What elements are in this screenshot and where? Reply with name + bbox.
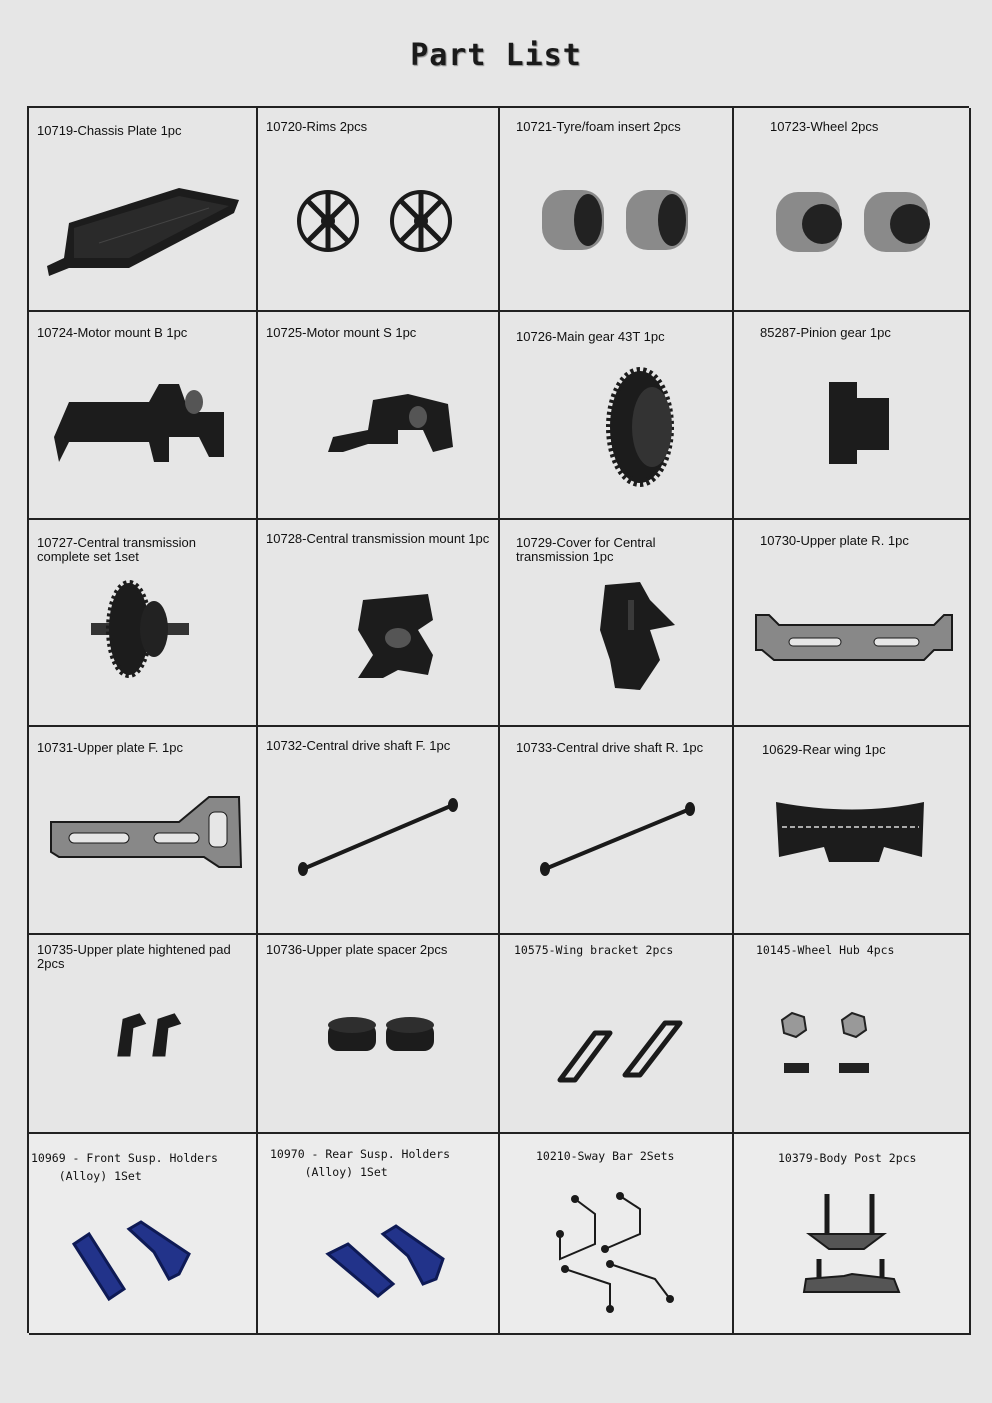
rims-icon [258,108,500,312]
part-label: 10720-Rims 2pcs [266,119,368,134]
upper-plate-r-icon [734,520,971,727]
transmission-cover-icon [500,520,734,727]
motor-mount-b-icon [29,312,258,520]
part-label: 10732-Central drive shaft F. 1pc [266,738,451,753]
upper-plate-f-icon [29,727,258,935]
drive-shaft-f-icon [258,727,500,935]
part-label: 10730-Upper plate R. 1pc [760,533,909,548]
part-label: 10735-Upper plate hightened pad 2pcs [37,942,231,971]
part-label: 10969 - Front Susp. Holders (Alloy) 1Set [31,1151,218,1183]
part-label: 10145-Wheel Hub 4pcs [756,943,895,957]
part-cell [29,108,258,312]
pinion-gear-icon [734,312,971,520]
part-cell [258,108,500,312]
part-cell [258,1134,500,1335]
part-label: 10721-Tyre/foam insert 2pcs [516,119,681,134]
part-label: 10629-Rear wing 1pc [762,742,886,757]
part-cell [500,312,734,520]
part-cell [258,727,500,935]
part-cell [29,520,258,727]
part-label: 10724-Motor mount B 1pc [37,325,188,340]
wheel-hubs-icon [734,935,971,1134]
part-cell [734,1134,971,1335]
central-transmission-icon [29,520,258,727]
chassis-plate-icon [29,108,258,312]
wheels-icon [734,108,971,312]
rear-susp-holders-icon [258,1134,500,1335]
page-title: Part List [410,38,582,73]
part-cell [734,312,971,520]
front-susp-holders-icon [29,1134,258,1335]
body-posts-icon [734,1134,971,1335]
part-label: 10731-Upper plate F. 1pc [37,740,183,755]
part-label: 10727-Central transmission complete set 1set [37,535,196,564]
part-label: 10729-Cover for Central transmission 1pc [516,535,656,564]
part-cell [500,520,734,727]
part-label: 10719-Chassis Plate 1pc [37,123,182,138]
part-cell [258,520,500,727]
part-label: 85287-Pinion gear 1pc [760,325,891,340]
transmission-mount-icon [258,520,500,727]
tyres-icon [500,108,734,312]
part-cell [500,1134,734,1335]
part-cell [734,108,971,312]
part-label: 10575-Wing bracket 2pcs [514,943,674,957]
part-label: 10723-Wheel 2pcs [770,119,879,134]
main-gear-icon [500,312,734,520]
part-label: 10728-Central transmission mount 1pc [266,531,490,546]
wing-brackets-icon [500,935,734,1134]
part-label: 10733-Central drive shaft R. 1pc [516,740,704,755]
drive-shaft-r-icon [500,727,734,935]
part-label: 10736-Upper plate spacer 2pcs [266,942,448,957]
part-cell [734,935,971,1134]
part-cell [29,935,258,1134]
part-label: 10970 - Rear Susp. Holders (Alloy) 1Set [270,1147,451,1179]
part-cell [734,727,971,935]
rear-wing-icon [734,727,971,935]
part-cell [500,935,734,1134]
part-label: 10210-Sway Bar 2Sets [536,1149,675,1163]
part-cell [734,520,971,727]
part-cell [29,727,258,935]
part-label: 10725-Motor mount S 1pc [266,325,417,340]
part-cell [500,108,734,312]
part-cell [258,935,500,1134]
parts-grid [27,106,969,1333]
part-label: 10726-Main gear 43T 1pc [516,329,665,344]
part-cell [258,312,500,520]
spacers-icon [258,935,500,1134]
part-label: 10379-Body Post 2pcs [778,1151,917,1165]
part-cell [29,312,258,520]
motor-mount-s-icon [258,312,500,520]
pads-icon [29,935,258,1134]
sway-bar-icon [500,1134,734,1335]
part-cell [500,727,734,935]
part-cell [29,1134,258,1335]
